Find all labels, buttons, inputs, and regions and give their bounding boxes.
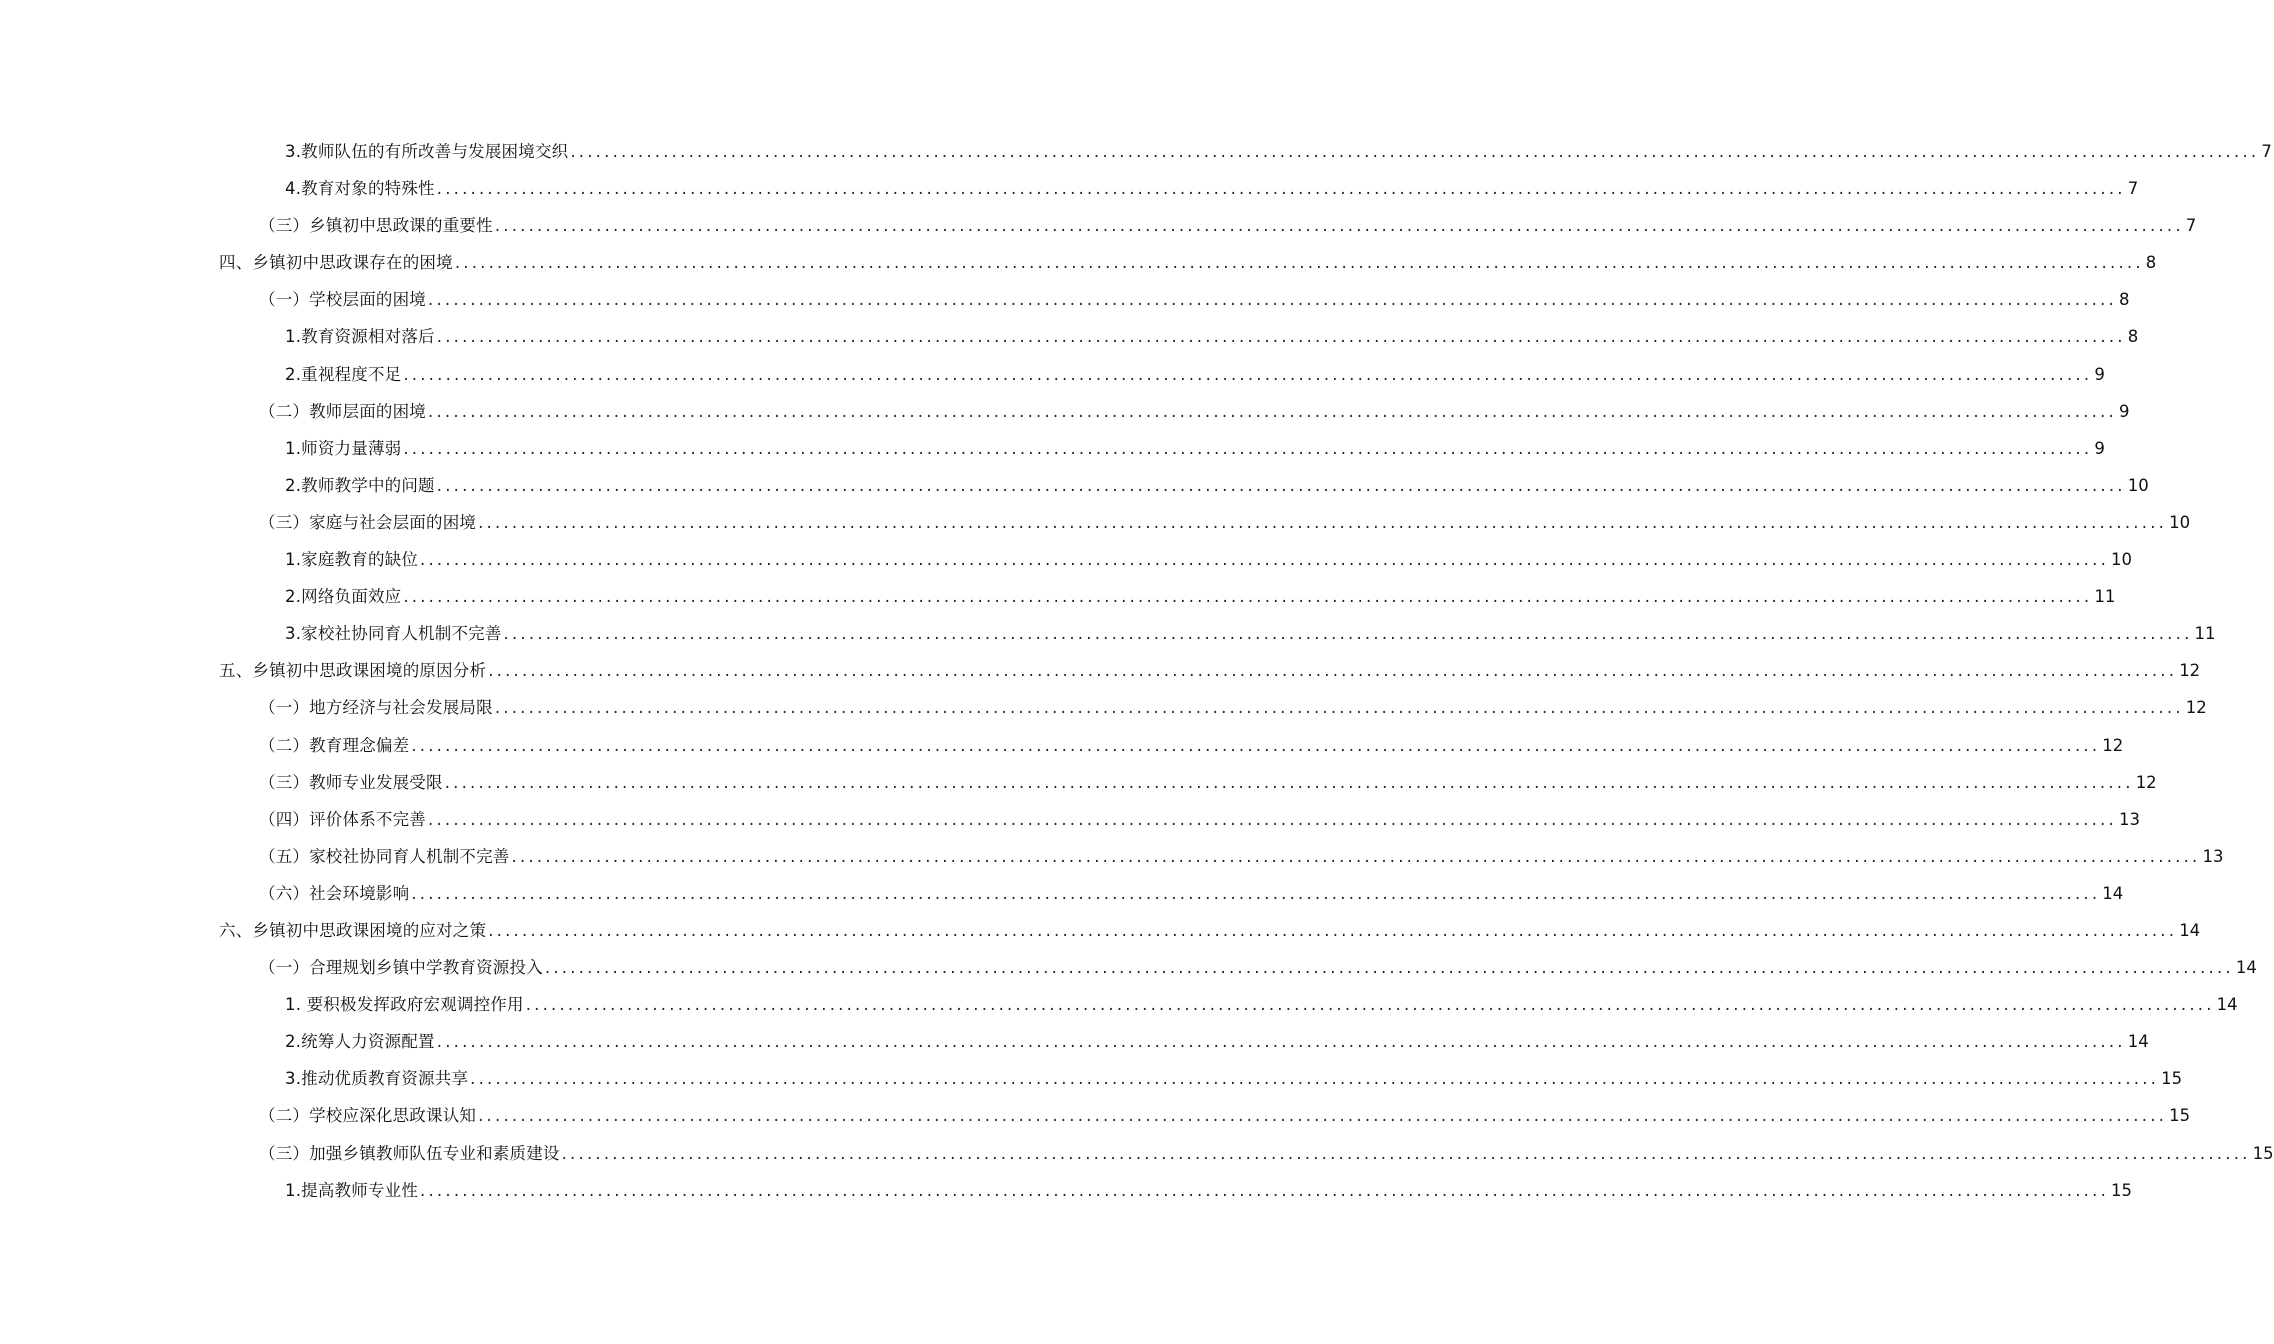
- toc-entry[interactable]: [0, 207, 2197, 244]
- table-of-contents: [0, 133, 2274, 1209]
- toc-entry[interactable]: [0, 1172, 2133, 1209]
- toc-entry[interactable]: [0, 801, 2140, 838]
- toc-leader-dots: ........................................................................................................................................................................................................: [403, 587, 2093, 607]
- toc-page-number: 9: [2094, 364, 2105, 384]
- toc-leader-dots: ........................................................................................................................................................................................................: [525, 995, 2215, 1015]
- toc-entry[interactable]: [0, 467, 2149, 504]
- toc-entry-title: 2.网络负面效应: [285, 587, 402, 607]
- toc-entry[interactable]: [0, 133, 2272, 170]
- toc-page-number: 11: [2194, 624, 2216, 644]
- toc-leader-dots: ........................................................................................................................................................................................................: [411, 735, 2101, 755]
- toc-entry-title: 2.重视程度不足: [285, 364, 402, 384]
- toc-leader-dots: ........................................................................................................................................................................................................: [503, 624, 2193, 644]
- toc-page-number: 12: [2102, 735, 2124, 755]
- toc-entry-title: （一）合理规划乡镇中学教育资源投入: [259, 958, 543, 978]
- toc-entry[interactable]: [0, 875, 2124, 912]
- toc-entry-title: 四、乡镇初中思政课存在的困境: [219, 253, 453, 273]
- toc-entry[interactable]: [0, 541, 2133, 578]
- toc-page-number: 7: [2127, 179, 2139, 199]
- toc-leader-dots: ........................................................................................................................................................................................................: [570, 142, 2260, 161]
- toc-entry[interactable]: [0, 170, 2139, 207]
- toc-page-number: 7: [2185, 216, 2197, 236]
- toc-entry[interactable]: [0, 727, 2124, 764]
- toc-page-number: 15: [2169, 1106, 2191, 1126]
- toc-leader-dots: ........................................................................................................................................................................................................: [420, 550, 2110, 570]
- toc-entry[interactable]: [0, 1023, 2149, 1060]
- toc-entry-title: （三）乡镇初中思政课的重要性: [259, 216, 493, 236]
- toc-entry-title: （一）学校层面的困境: [259, 290, 426, 310]
- toc-entry[interactable]: [0, 764, 2157, 801]
- toc-entry[interactable]: [0, 244, 2157, 281]
- toc-leader-dots: ........................................................................................................................................................................................................: [494, 698, 2184, 718]
- toc-entry-title: （一）地方经济与社会发展局限: [259, 698, 493, 718]
- toc-leader-dots: ........................................................................................................................................................................................................: [454, 253, 2144, 273]
- toc-entry[interactable]: [0, 430, 2105, 467]
- toc-entry[interactable]: [0, 281, 2130, 318]
- toc-entry-title: 1.教育资源相对落后: [285, 327, 435, 347]
- toc-entry-title: （二）教师层面的困境: [259, 401, 426, 421]
- toc-entry-title: 1.师资力量薄弱: [285, 438, 402, 458]
- toc-entry-title: 2.统筹人力资源配置: [285, 1032, 435, 1052]
- toc-leader-dots: ........................................................................................................................................................................................................: [494, 216, 2184, 236]
- toc-entry-title: （六）社会环境影响: [259, 883, 410, 903]
- toc-leader-dots: ........................................................................................................................................................................................................: [561, 1143, 2251, 1163]
- toc-leader-dots: ........................................................................................................................................................................................................: [511, 846, 2201, 866]
- toc-entry-title: （二）教育理念偏差: [259, 735, 410, 755]
- toc-entry-title: 2.教师教学中的问题: [285, 475, 435, 495]
- toc-entry[interactable]: [0, 615, 2216, 652]
- toc-entry-title: （四）评价体系不完善: [259, 809, 426, 829]
- toc-entry-title: 五、乡镇初中思政课困境的原因分析: [219, 661, 487, 681]
- toc-page-number: 14: [2127, 1032, 2149, 1052]
- toc-page-number: 15: [2252, 1143, 2274, 1163]
- toc-entry[interactable]: [0, 689, 2207, 726]
- toc-page-number: 8: [2127, 327, 2139, 347]
- toc-entry[interactable]: [0, 318, 2139, 355]
- toc-leader-dots: ........................................................................................................................................................................................................: [403, 438, 2093, 458]
- toc-leader-dots: ........................................................................................................................................................................................................: [544, 958, 2234, 978]
- toc-entry[interactable]: [0, 393, 2130, 430]
- toc-entry[interactable]: [0, 1097, 2191, 1134]
- toc-page-number: 12: [2135, 772, 2157, 792]
- toc-entry[interactable]: [0, 949, 2257, 986]
- toc-page-number: 14: [2216, 995, 2238, 1015]
- toc-page-number: 15: [2161, 1069, 2183, 1089]
- toc-page-number: 13: [2118, 809, 2140, 829]
- toc-page-number: 12: [2185, 698, 2207, 718]
- toc-leader-dots: ........................................................................................................................................................................................................: [488, 661, 2178, 681]
- toc-entry[interactable]: [0, 652, 2201, 689]
- toc-leader-dots: ........................................................................................................................................................................................................: [436, 327, 2126, 347]
- toc-leader-dots: ........................................................................................................................................................................................................: [411, 883, 2101, 903]
- toc-entry[interactable]: [0, 986, 2238, 1023]
- toc-page-number: 14: [2102, 883, 2124, 903]
- toc-entry-title: 3.家校社协同育人机制不完善: [285, 624, 502, 644]
- toc-entry-title: （五）家校社协同育人机制不完善: [259, 846, 510, 866]
- toc-entry-title: 3.教师队伍的有所改善与发展困境交织: [285, 142, 569, 161]
- toc-entry[interactable]: [0, 504, 2191, 541]
- toc-leader-dots: ........................................................................................................................................................................................................: [436, 1032, 2126, 1052]
- toc-entry[interactable]: [0, 912, 2201, 949]
- toc-entry-title: 1. 要积极发挥政府宏观调控作用: [285, 995, 524, 1015]
- toc-page-number: 14: [2235, 958, 2257, 978]
- toc-entry-title: 1.提高教师专业性: [285, 1180, 419, 1200]
- toc-leader-dots: ........................................................................................................................................................................................................: [470, 1069, 2160, 1089]
- toc-page-number: 7: [2261, 142, 2272, 161]
- toc-leader-dots: ........................................................................................................................................................................................................: [478, 1106, 2168, 1126]
- toc-entry-title: （三）家庭与社会层面的困境: [259, 512, 477, 532]
- toc-entry-title: 4.教育对象的特殊性: [285, 179, 435, 199]
- toc-page-number: 15: [2111, 1180, 2133, 1200]
- toc-entry-title: 1.家庭教育的缺位: [285, 550, 419, 570]
- toc-page-number: 12: [2179, 661, 2201, 681]
- toc-leader-dots: ........................................................................................................................................................................................................: [403, 364, 2093, 384]
- toc-entry[interactable]: [0, 578, 2116, 615]
- toc-page-number: 8: [2145, 253, 2157, 273]
- toc-entry[interactable]: [0, 838, 2224, 875]
- toc-page-number: 11: [2094, 587, 2116, 607]
- toc-leader-dots: ........................................................................................................................................................................................................: [488, 920, 2178, 940]
- toc-page-number: 9: [2094, 438, 2105, 458]
- toc-entry-title: （三）加强乡镇教师队伍专业和素质建设: [259, 1143, 560, 1163]
- toc-leader-dots: ........................................................................................................................................................................................................: [478, 512, 2168, 532]
- toc-leader-dots: ........................................................................................................................................................................................................: [444, 772, 2134, 792]
- toc-leader-dots: ........................................................................................................................................................................................................: [428, 290, 2117, 310]
- toc-page-number: 10: [2127, 475, 2149, 495]
- toc-page-number: 9: [2118, 401, 2130, 421]
- toc-entry[interactable]: [0, 356, 2105, 393]
- toc-entry-title: （二）学校应深化思政课认知: [259, 1106, 477, 1126]
- toc-leader-dots: ........................................................................................................................................................................................................: [428, 401, 2117, 421]
- toc-page-number: 10: [2111, 550, 2133, 570]
- toc-entry-title: （三）教师专业发展受限: [259, 772, 443, 792]
- toc-leader-dots: ........................................................................................................................................................................................................: [436, 179, 2126, 199]
- toc-leader-dots: ........................................................................................................................................................................................................: [436, 475, 2126, 495]
- toc-entry-title: 六、乡镇初中思政课困境的应对之策: [219, 920, 487, 940]
- toc-entry-title: 3.推动优质教育资源共享: [285, 1069, 469, 1089]
- toc-entry[interactable]: [0, 1135, 2274, 1172]
- toc-page-number: 8: [2118, 290, 2130, 310]
- toc-leader-dots: ........................................................................................................................................................................................................: [428, 809, 2117, 829]
- toc-entry[interactable]: [0, 1060, 2183, 1097]
- toc-page-number: 13: [2202, 846, 2224, 866]
- toc-page-number: 10: [2169, 512, 2191, 532]
- toc-page-number: 14: [2179, 920, 2201, 940]
- toc-leader-dots: ........................................................................................................................................................................................................: [420, 1180, 2110, 1200]
